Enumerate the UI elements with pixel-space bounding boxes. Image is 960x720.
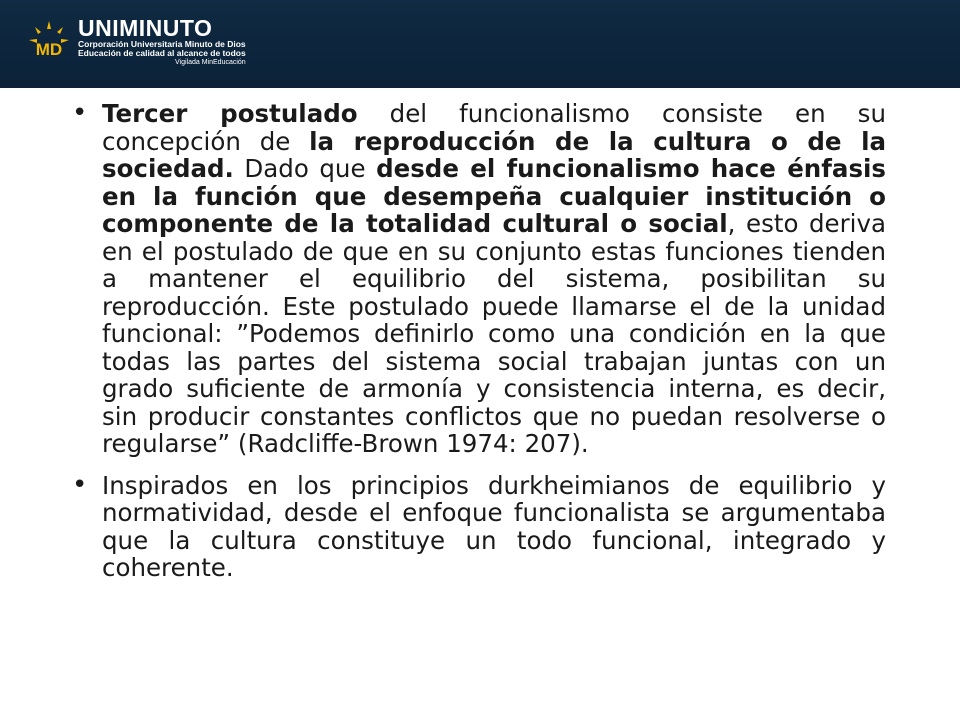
logo-text — [78, 16, 246, 66]
logo-line-1: Corporación Universitaria Minuto de Dios — [78, 38, 246, 49]
logo-mark-icon — [26, 18, 72, 64]
bullet-1-segment-5: desde el funcionalismo hace énfasis en la función que desempeña cualquier institución o componente de la totalidad cultural o social — [102, 154, 887, 238]
bullet-1-segment-6: , esto deriva en el postulado de que en su conjunto estas funciones tienden a mantener el equilibrio del sistema, posibilitan su reproducción. Este postulado puede llamarse el de la unidad funcional: ”Podemos definirlo como una condición en la que todas las partes del sistema social trabajan juntas con un grado suficiente de armonía y consistencia interna, es decir, sin producir constantes conflictos que no puedan resolverse o regularse” (Radcliffe-Brown 1974: 207). — [102, 209, 886, 458]
logo-line-2: Educación de calidad al alcance de todos — [78, 47, 246, 58]
bullet-1-segment-4: Dado que — [233, 154, 377, 183]
bullet-2-segment-1: Inspirados en los principios durkheimianos de equilibrio y normatividad, desde el enfoque funcionalista se argumentaba que la cultura constituye un todo funcional, integrado y coherente. — [102, 470, 886, 582]
slide-body — [72, 100, 886, 596]
bullet-1-segment-2: del funcionalismo consiste en su concepción de — [102, 99, 886, 156]
logo-line-3: Vigilada MinEducación — [175, 58, 246, 66]
bullet-1-segment-1: Tercer postulado — [102, 99, 358, 128]
uniminuto-logo — [26, 8, 246, 74]
logo-name: UNIMINUTO — [78, 14, 213, 41]
header-bar — [0, 0, 960, 88]
bullet-1-segment-3: la reproducción de la cultura o de la sociedad. — [102, 126, 887, 183]
bullet-item-1 — [72, 100, 886, 458]
logo-monogram: MD — [35, 40, 63, 59]
bullet-item-2 — [72, 472, 886, 582]
